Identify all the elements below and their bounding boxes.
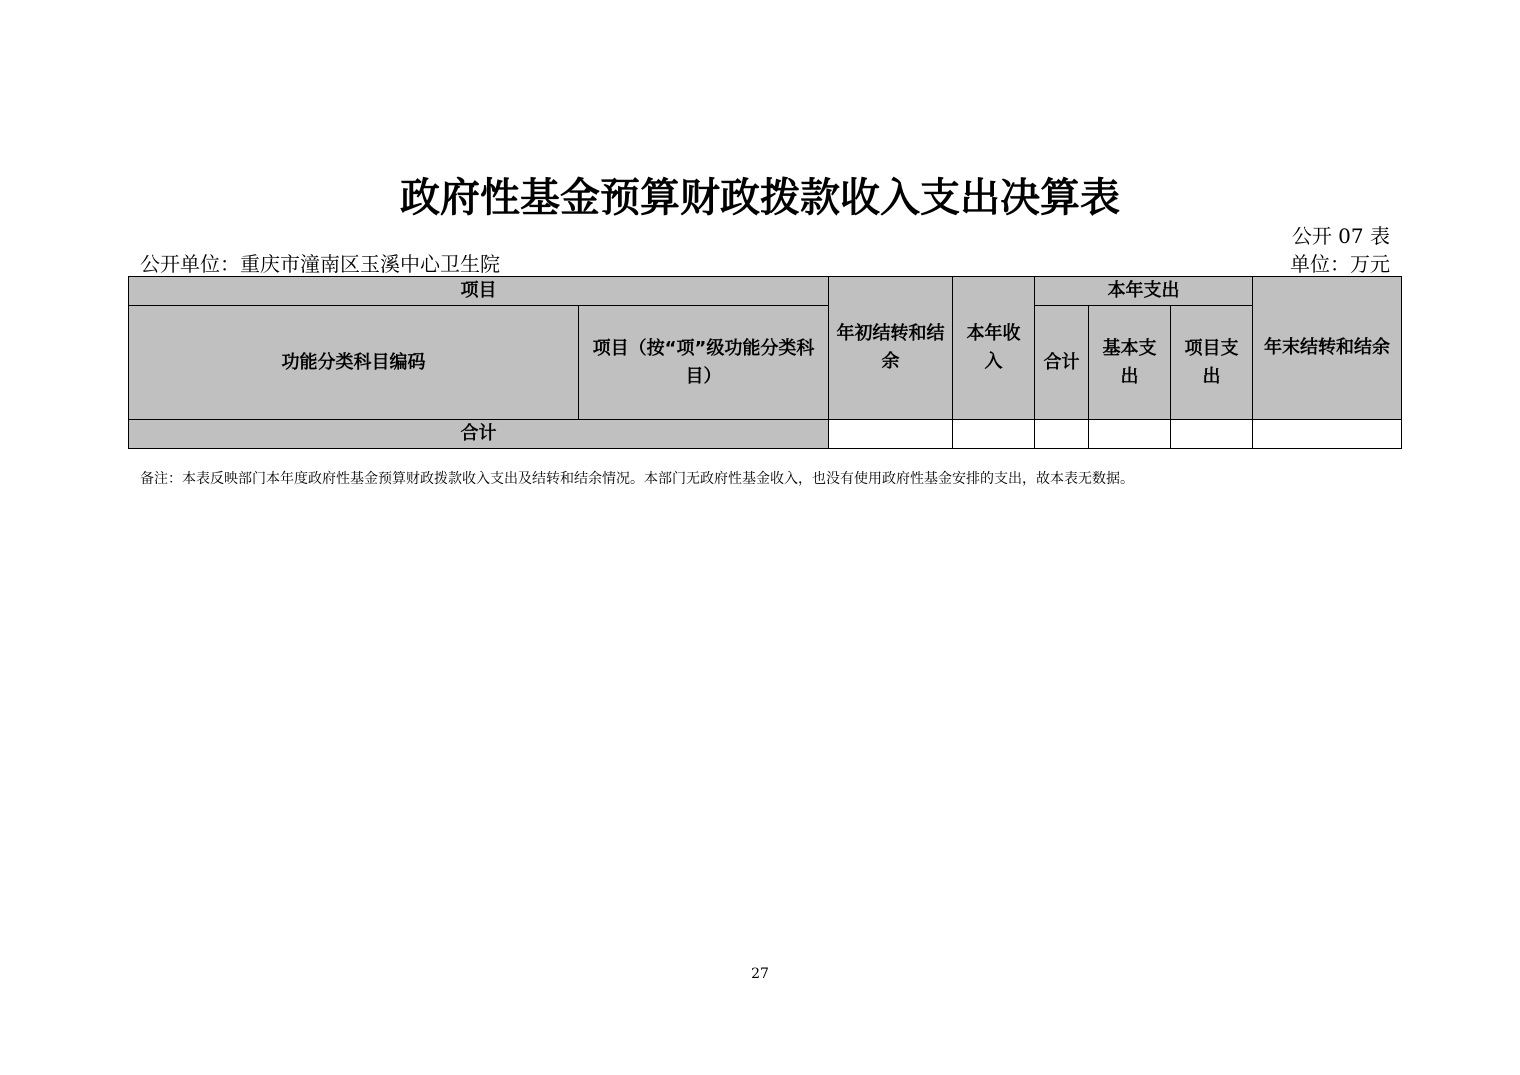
total-row-label: 合计 [129,420,829,449]
header-basic-expense: 基本支出 [1089,306,1171,420]
total-expense-total-cell [1035,420,1089,449]
page-number: 27 [751,966,769,982]
header-current-income: 本年收入 [953,277,1035,420]
table-header-row-1 [129,277,1402,306]
total-closing-balance-cell [1253,420,1402,449]
header-current-expense: 本年支出 [1035,277,1253,306]
fund-budget-table [128,276,1402,449]
header-function-code: 功能分类科目编码 [129,306,579,420]
total-project-expense-cell [1171,420,1253,449]
total-basic-expense-cell [1089,420,1171,449]
table-number: 公开 07 表 [1291,224,1390,248]
header-project-item: 项目（按“项”级功能分类科目） [579,306,829,420]
header-expense-total: 合计 [1035,306,1089,420]
table-total-row [129,420,1402,449]
currency-unit: 单位：万元 [1290,252,1390,276]
total-current-income-cell [953,420,1035,449]
page-title: 政府性基金预算财政拨款收入支出决算表 [400,175,1120,221]
table-header-row-2 [129,306,1402,420]
total-opening-balance-cell [829,420,953,449]
table-note: 备注：本表反映部门本年度政府性基金预算财政拨款收入支出及结转和结余情况。本部门无政府性基金收入，也没有使用政府性基金安排的支出，故本表无数据。 [140,471,1134,487]
header-closing-balance: 年末结转和结余 [1253,277,1402,420]
header-project: 项目 [129,277,829,306]
reporting-unit: 公开单位：重庆市潼南区玉溪中心卫生院 [140,252,500,276]
header-opening-balance: 年初结转和结余 [829,277,953,420]
header-project-expense: 项目支出 [1171,306,1253,420]
